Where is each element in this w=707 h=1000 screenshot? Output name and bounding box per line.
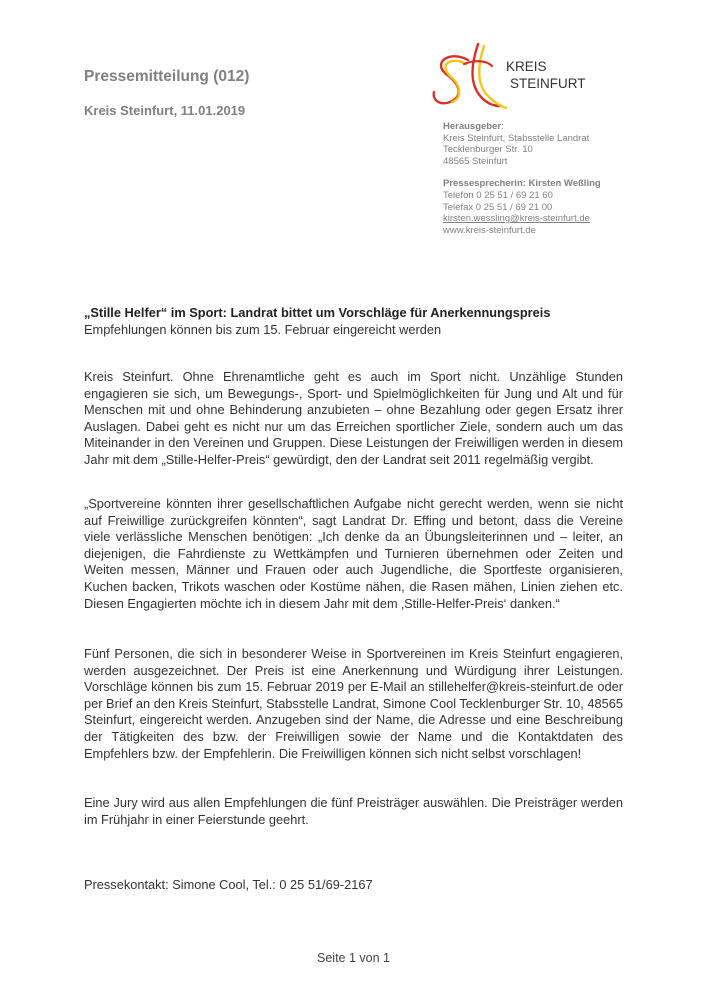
publisher-line: Tecklenburger Str. 10 <box>443 144 533 156</box>
publisher-line: Kreis Steinfurt, Stabsstelle Landrat <box>443 132 590 144</box>
article-paragraph: Fünf Personen, die sich in besonderer Weise in Sportvereinen im Kreis Steinfurt engagieren, werden ausgezeichnet. Der Preis ist eine Anerkennung und Würdigung ihrer Leistungen. Vorschläge können bis zum 15. Februar 2019 per E-Mail an stillehelfer@kreis-steinfurt.de oder per Brief an den Kreis Steinfurt, Stabsstelle Landrat, Simone Cool Tecklenburger Str. 10, 48565 Steinfurt, eingereicht werden. Anzugeben sind der Name, die Adresse und eine Beschreibung der Tätigkeiten des bzw. der Freiwilligen sowie der Name und die Kontaktdaten des Empfehlers bzw. der Empfehlerin. Die Freiwilligen können sich nicht selbst vorschlagen! <box>84 646 623 761</box>
page-number: Seite 1 von 1 <box>317 951 390 965</box>
website-text: www.kreis-steinfurt.de <box>443 224 536 236</box>
phone-number: Telefon 0 25 51 / 69 21 60 <box>443 189 553 201</box>
logo-red-stroke-t <box>473 44 501 106</box>
publisher-heading <box>443 121 601 133</box>
publisher-line: 48565 Steinfurt <box>443 155 508 167</box>
press-contact: Pressekontakt: Simone Cool, Tel.: 0 25 51/69-2167 <box>84 877 373 892</box>
logo-red-crossbar <box>464 61 492 66</box>
article-paragraph: Eine Jury wird aus allen Empfehlungen die fünf Preisträger auswählen. Die Preisträger werden im Frühjahr in einer Feierstunde geehrt. <box>84 795 623 827</box>
article-paragraph: Kreis Steinfurt. Ohne Ehrenamtliche geht es auch im Sport nicht. Unzählige Stunden engagieren sie sich, um Bewegungs-, Sport- und Spielmöglichkeiten für Jung und Alt und für Menschen mit und ohne Behinderung anzubieten – ohne Bezahlung oder gegen Ersatz ihrer Auslagen. Dabei geht es nicht nur um das Erreichen sportlicher Ziele, sondern auch um das Miteinander in den Vereinen und Gruppen. Diese Leistungen der Freiwilligen werden in diesem Jahr mit dem „Stille-Helfer-Preis“ gewürdigt, den der Landrat seit 2011 regelmäßig vergibt. <box>84 369 623 467</box>
logo-line-1: KREIS <box>506 59 547 74</box>
publisher-label: Herausgeber <box>443 121 502 132</box>
logo-wordmark <box>506 58 586 92</box>
fax-number: Telefax 0 25 51 / 69 21 00 <box>443 201 553 213</box>
logo-yellow-stroke-s <box>445 61 466 102</box>
email-link[interactable]: kirsten.wessling@kreis-steinfurt.de <box>443 213 590 225</box>
spokesperson-name: : Kirsten Weßling <box>522 178 601 190</box>
document-title: Pressemitteilung (012) <box>84 68 250 85</box>
publisher-info <box>443 121 601 236</box>
document-date-line: Kreis Steinfurt, 11.01.2019 <box>84 103 246 118</box>
logo-line-2: STEINFURT <box>510 76 586 91</box>
publisher-colon: : <box>501 121 504 132</box>
article-headline: „Stille Helfer“ im Sport: Landrat bittet um Vorschläge für Anerkennungspreis <box>84 305 551 320</box>
spokesperson-heading <box>443 178 601 190</box>
kreis-steinfurt-logo-icon <box>428 40 508 112</box>
article-subheadline: Empfehlungen können bis zum 15. Februar eingereicht werden <box>84 322 442 337</box>
spokesperson-label: Pressesprecherin <box>443 178 523 190</box>
article-paragraph: „Sportvereine könnten ihrer gesellschaftlichen Aufgabe nicht gerecht werden, wenn sie nicht auf Freiwillige zurückgreifen könnten“, sagt Landrat Dr. Effing und betont, dass die Vereine viele verlässliche Menschen benötigen: „Ich denke da an Übungsleiterinnen und – leiter, an diejenigen, die Fahrdienste zu Wettkämpfen und Turnieren übernehmen oder Zeiten und Weiten messen, Männer und Frauen oder auch Jugendliche, die Sportfeste organisieren, Kuchen backen, Trikots waschen oder Kostüme nähen, die Rasen mähen, Linien ziehen etc. Diesen Engagierten möchte ich in diesem Jahr mit dem ‚Stille-Helfer-Preis‘ danken.“ <box>84 496 623 611</box>
